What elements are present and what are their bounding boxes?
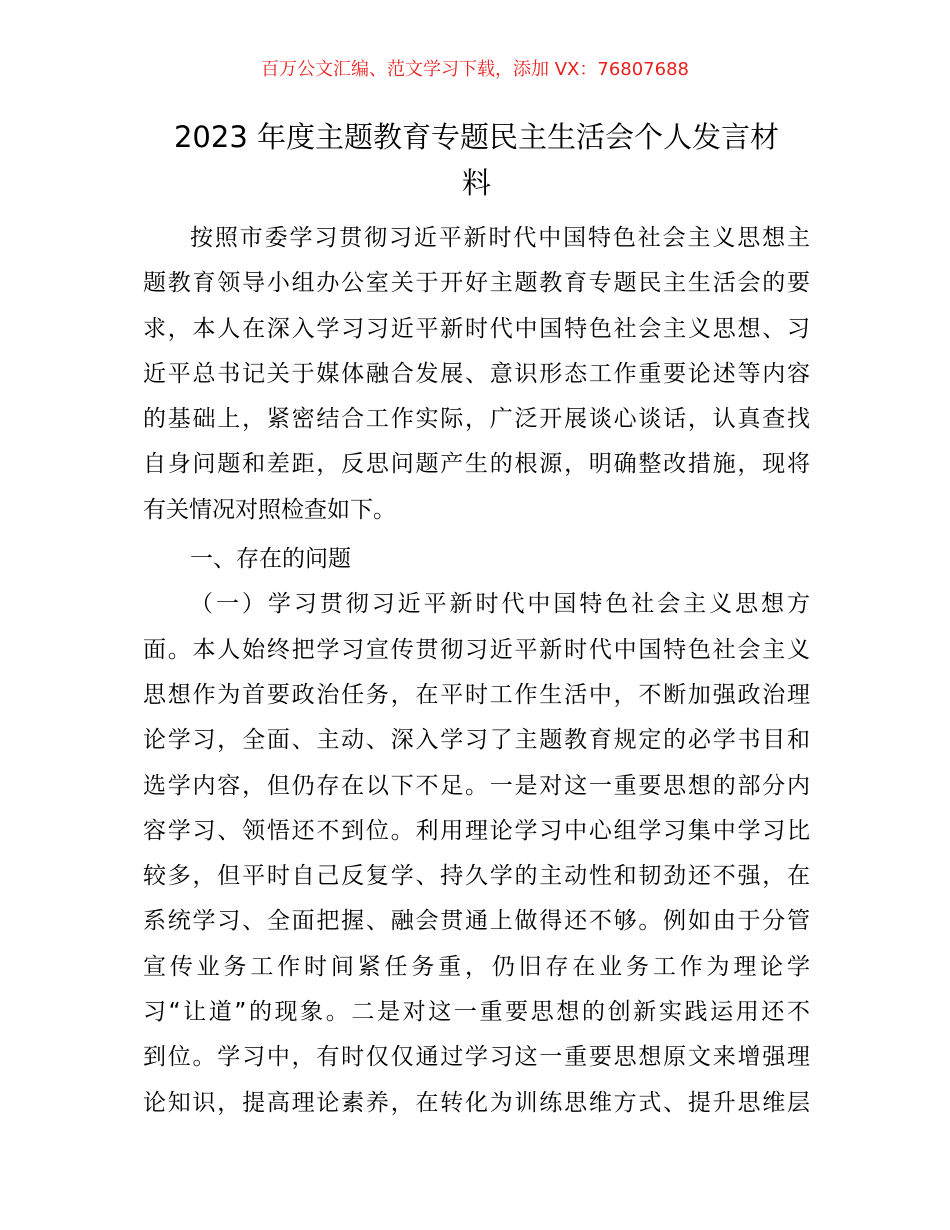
paragraph-intro-line: 题教育领导小组办公室关于开好主题教育专题民主生活会的要 (143, 270, 810, 297)
paragraph-section1-line: （一）学习贯彻习近平新时代中国特色社会主义思想方 (190, 591, 810, 618)
paragraph-section1-line: 论学习，全面、主动、深入学习了主题教育规定的必学书目和 (143, 727, 810, 754)
paragraph-section1-line: 容学习、领悟还不到位。利用理论学习中心组学习集中学习比 (143, 817, 810, 844)
paragraph-section1-line: 选学内容，但仍存在以下不足。一是对这一重要思想的部分内 (143, 772, 810, 799)
paragraph-section1-line: 到位。学习中，有时仅仅通过学习这一重要思想原文来增强理 (143, 1044, 810, 1071)
paragraph-intro-line: 自身问题和差距，反思问题产生的根源，明确整改措施，现将 (143, 451, 810, 478)
document-body (143, 216, 810, 1126)
paragraph-section1-line: 论知识，提高理论素养，在转化为训练思维方式、提升思维层 (143, 1089, 810, 1116)
paragraph-intro-line: 有关情况对照检查如下。 (143, 496, 396, 523)
paragraph-intro-line: 求，本人在深入学习习近平新时代中国特色社会主义思想、习 (143, 315, 810, 342)
section-heading: 一、存在的问题 (190, 546, 351, 573)
document-title (143, 114, 810, 206)
title-line-1: 2023 年度主题教育专题民主生活会个人发言材 (173, 120, 780, 154)
watermark-header: 百万公文汇编、范文学习下载，添加 VX：76807688 (261, 59, 689, 80)
paragraph-intro-line: 的基础上，紧密结合工作实际，广泛开展谈心谈话，认真查找 (143, 406, 810, 433)
paragraph-intro-line: 近平总书记关于媒体融合发展、意识形态工作重要论述等内容 (143, 360, 810, 387)
title-line-2: 料 (461, 166, 491, 200)
paragraph-section1-line: 思想作为首要政治任务，在平时工作生活中，不断加强政治理 (143, 681, 810, 708)
paragraph-section1-line: 系统学习、全面把握、融会贯通上做得还不够。例如由于分管 (143, 908, 810, 935)
paragraph-section1-line: 面。本人始终把学习宣传贯彻习近平新时代中国特色社会主义 (143, 636, 810, 663)
paragraph-section1-line: 较多，但平时自己反复学、持久学的主动性和韧劲还不强，在 (143, 863, 810, 890)
paragraph-intro-line: 按照市委学习贯彻习近平新时代中国特色社会主义思想主 (190, 225, 810, 251)
paragraph-section1-line: 宣传业务工作时间紧任务重，仍旧存在业务工作为理论学 (143, 953, 810, 980)
paragraph-section1-line: 习“让道”的现象。二是对这一重要思想的创新实践运用还不 (143, 999, 810, 1026)
